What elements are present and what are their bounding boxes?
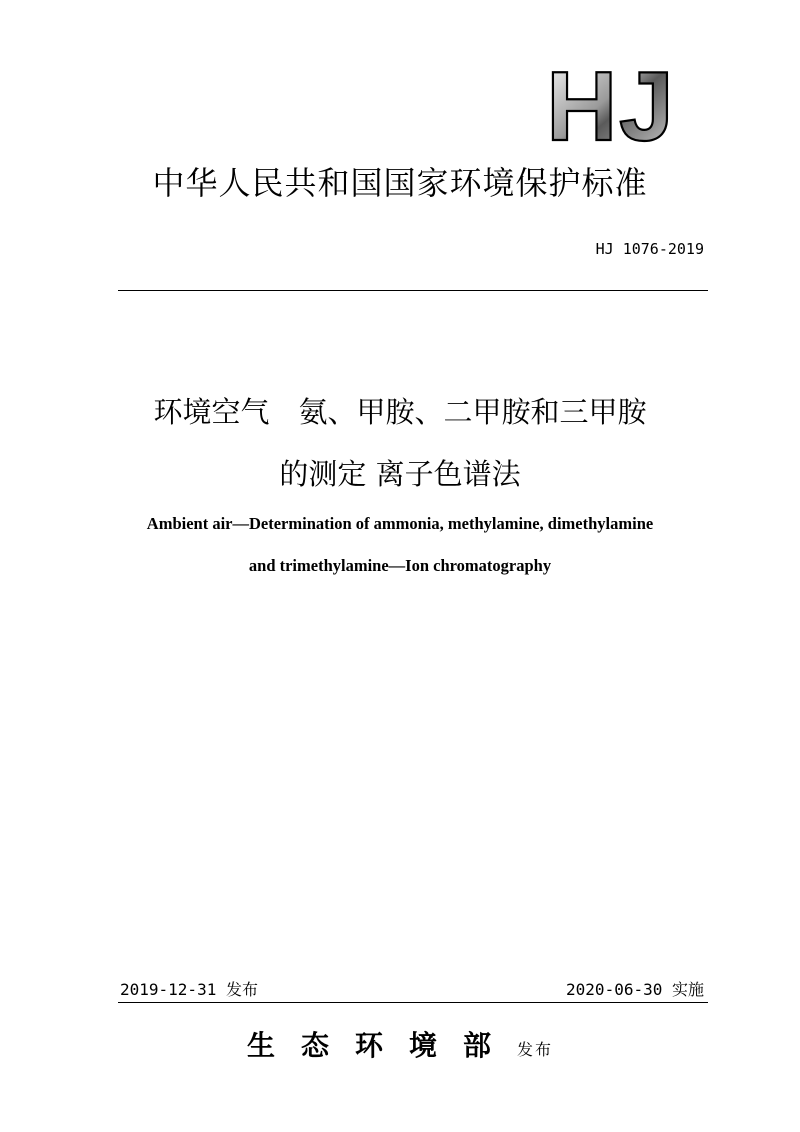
- implement-date: 2020-06-30 实施: [566, 980, 704, 999]
- bottom-divider: [118, 1002, 708, 1003]
- hj-logo-text: HJ: [546, 60, 676, 144]
- title-en-line2: and trimethylamine—Ion chromatography: [248, 556, 552, 575]
- title-cn-line1: 环境空气 氨、甲胺、二甲胺和三甲胺: [153, 395, 647, 429]
- title-en-line1: Ambient air—Determination of ammonia, methylamine, dimethylamine: [146, 514, 654, 533]
- issuer-suffix: 发布: [517, 1040, 554, 1059]
- top-divider: [118, 290, 708, 291]
- title-cn-line2: 的测定 离子色谱法: [279, 457, 521, 491]
- issuer-name: 生态环境部: [246, 1029, 517, 1062]
- org-title: 中华人民共和国国家环境保护标准: [152, 164, 648, 202]
- standard-number: HJ 1076-2019: [595, 240, 704, 258]
- issuer-line: [0, 1024, 800, 1064]
- hj-logo-icon: [536, 60, 686, 144]
- issue-date: 2019-12-31 发布: [120, 980, 258, 999]
